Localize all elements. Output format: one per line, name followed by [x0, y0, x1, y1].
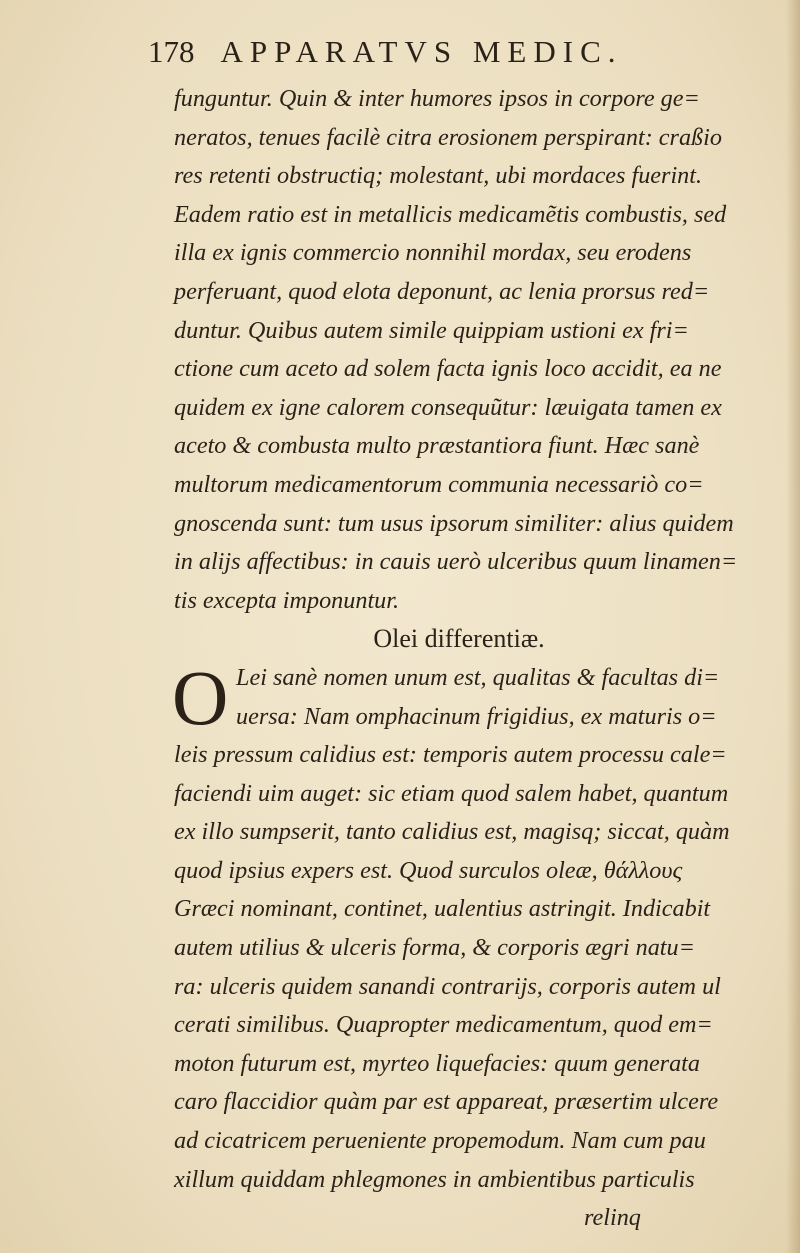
text-line: quidem ex igne calorem consequũtur: læuigata tamen ex: [174, 393, 722, 421]
running-title: APPARATVS MEDIC.: [220, 34, 623, 69]
page-number: 178: [148, 34, 195, 69]
text-line: multorum medicamentorum communia necessariò co=: [174, 470, 704, 498]
text-line: neratos, tenues facilè citra erosionem perspirant: craßio: [174, 123, 722, 151]
text-line: quod ipsius expers est. Quod surculos oleæ, θάλλους: [174, 856, 683, 884]
page-body: [174, 80, 774, 1238]
text-line: aceto & combusta multo præstantiora fiunt. Hæc sanè: [174, 432, 700, 460]
text-line: Eadem ratio est in metallicis medicamẽtis combustis, sed: [174, 200, 727, 228]
paragraph-2: [172, 653, 774, 1238]
text-line: duntur. Quibus autem simile quippiam ustioni ex fri=: [174, 316, 689, 344]
text-line: in alijs affectibus: in cauis uerò ulceribus quum linamen=: [174, 548, 738, 576]
text-line: cerati similibus. Quapropter medicamentum, quod em=: [174, 1011, 713, 1039]
text-line: xillum quiddam phlegmones in ambientibus particulis: [174, 1165, 695, 1193]
text-line: leis pressum calidius est: temporis autem processu cale=: [174, 741, 727, 769]
paragraph-1: [174, 80, 774, 620]
text-line: perferuant, quod elota deponunt, ac lenia prorsus red=: [174, 277, 710, 305]
text-line: faciendi uim auget: sic etiam quod salem habet, quantum: [174, 779, 729, 807]
drop-cap: O: [172, 653, 229, 741]
text-line: res retenti obstructiq; molestant, ubi mordaces fuerint.: [174, 162, 703, 190]
text-line: funguntur. Quin & inter humores ipsos in corpore ge=: [174, 85, 700, 112]
text-line: caro flaccidior quàm par est appareat, præsertim ulcere: [174, 1088, 719, 1116]
running-header: [148, 34, 748, 74]
text-line: autem utilius & ulceris forma, & corporis ægri natu=: [174, 934, 695, 962]
text-line: uersa: Nam omphacinum frigidius, ex maturis o=: [236, 702, 717, 730]
page-edge-shadow: [786, 0, 800, 1253]
text-line: Græci nominant, continet, ualentius astringit. Indicabit: [174, 895, 711, 923]
text-line: gnoscenda sunt: tum usus ipsorum similiter: alius quidem: [174, 509, 734, 537]
text-line: ra: ulceris quidem sanandi contrarijs, corporis autem ul: [174, 972, 721, 1000]
text-line: ex illo sumpserit, tanto calidius est, magisq; siccat, quàm: [174, 818, 730, 846]
section-heading: Olei differentiæ.: [373, 624, 545, 654]
text-line: moton futurum est, myrteo liquefacies: quum generata: [174, 1049, 700, 1077]
text-line: illa ex ignis commercio nonnihil mordax, seu erodens: [174, 239, 692, 267]
text-line: tis excepta imponuntur.: [174, 586, 400, 614]
catchword: relinq: [584, 1204, 641, 1232]
text-line: Lei sanè nomen unum est, qualitas & facultas di=: [236, 663, 720, 691]
text-line: ad cicatricem perueniente propemodum. Nam cum pau: [174, 1127, 706, 1155]
text-line: ctione cum aceto ad solem facta ignis loco accidit, ea ne: [174, 355, 722, 383]
